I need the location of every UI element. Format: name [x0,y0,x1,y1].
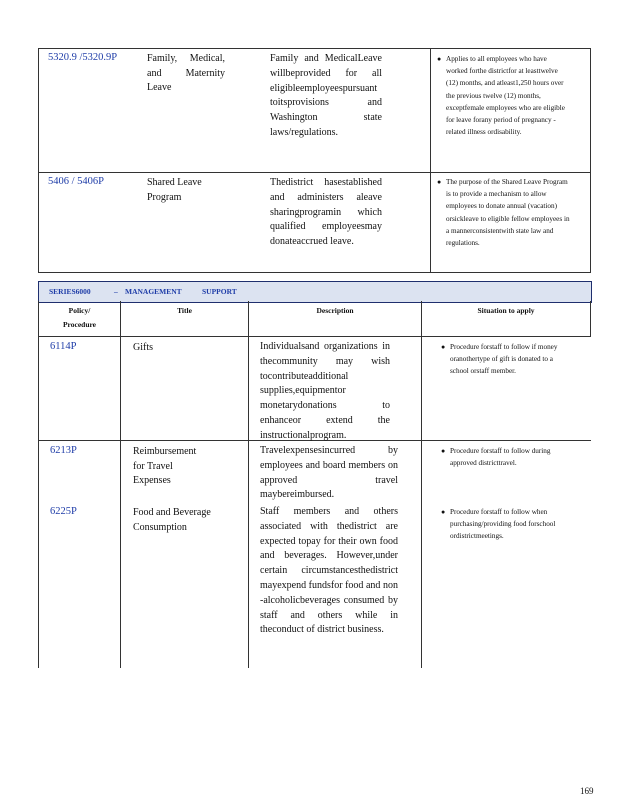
top-table-row-divider [38,172,591,173]
column-header-title: Title [177,306,192,315]
top-table-border-bottom [38,272,591,273]
situation-list [440,445,560,469]
policy-title: Family, Medical, and Maternity Leave [147,53,225,93]
policy-title: Food and Beverage Consumption [133,507,211,533]
policy-title: Gifts [133,342,153,353]
situation-item: ● The purpose of the Shared Leave Program is to provide a mechanism to allow employees to donate annual (vacation) orsickleave to eligible fellow employees in a mannerconsistentwith state law and regulations. [446,176,570,249]
body-border-left [38,336,39,668]
body-divider-1 [120,336,121,668]
policy-description: Family and MedicalLeave willbeprovided for all eligibleemployeespursuant toitsprovisions and Washington state laws/regulations. [270,53,382,138]
policy-code: 5320.9 /5320.9P [48,52,118,63]
series-dash: – [114,287,118,296]
situation-item: ● Procedure forstaff to follow when purchasing/providing food forschool ordistrictmeetings. [450,506,570,543]
situation-list [436,53,570,138]
series-support-label: SUPPORT [202,287,237,296]
situation-item: ● Applies to all employees who have worked forthe districtfor at leasttwelve (12) months, and atleast1,250 hours over the previous twelve (12) months, exceptfemale employees who are eligible for leave forany period of pregnancy -related illness ordisability. [446,53,570,138]
series-header-bar [38,281,592,303]
series-management-label: MANAGEMENT [125,287,182,296]
situation-list [440,341,570,378]
situation-list [440,506,570,543]
policy-code: 6213P [50,445,77,456]
policy-code: 6114P [50,341,77,352]
page-number: 169 [580,786,594,796]
body-divider-2 [248,336,249,668]
body-divider-3 [421,336,422,668]
policy-code: 5406 / 5406P [48,176,105,187]
situation-item: ● Procedure forstaff to follow if money oranothertype of gift is donated to a school orstaff member. [450,341,570,378]
situation-list [436,176,570,249]
column-header-policy-line1: Policy/ [68,306,91,315]
colhdr-border-right [590,301,591,336]
policy-title: Reimbursement for Travel Expenses [133,446,197,486]
column-header-description: Description [316,306,354,315]
series-label: SERIES6000 [49,287,91,296]
policy-description: Individualsand organizations in thecommunity may wish tocontributeadditional supplies,equipmentor monetarydonations to enhanceor extend the instructionalprogram. [260,341,390,441]
policy-description: Thedistrict hasestablished and administers aleave sharingprogramin which qualified employeesmay donateaccrued leave. [270,177,382,248]
policy-code: 6225P [50,506,77,517]
top-table-col-divider [430,48,431,273]
situation-item: ● Procedure forstaff to follow during approved districttravel. [450,445,560,469]
policy-description: Staff members and others associated with thedistrict are expected topay for their own food and beverages. However,under certain circumstancesthedistrict mayexpend fundsfor food and non -alcoholicbeverages consumed by staff and others while in theconduct of district business. [260,506,398,636]
top-table-border-right [590,48,591,273]
column-header-policy-line2: Procedure [62,320,97,329]
top-table-border-top [38,48,591,49]
top-table-border-left [38,48,39,273]
column-header-situation: Situation to apply [477,306,535,315]
policy-description: Travelexpensesincurred by employees and board members on approved travel maybereimbursed. [260,445,398,501]
policy-title: Shared Leave Program [147,177,202,203]
column-header-policy [39,304,120,332]
